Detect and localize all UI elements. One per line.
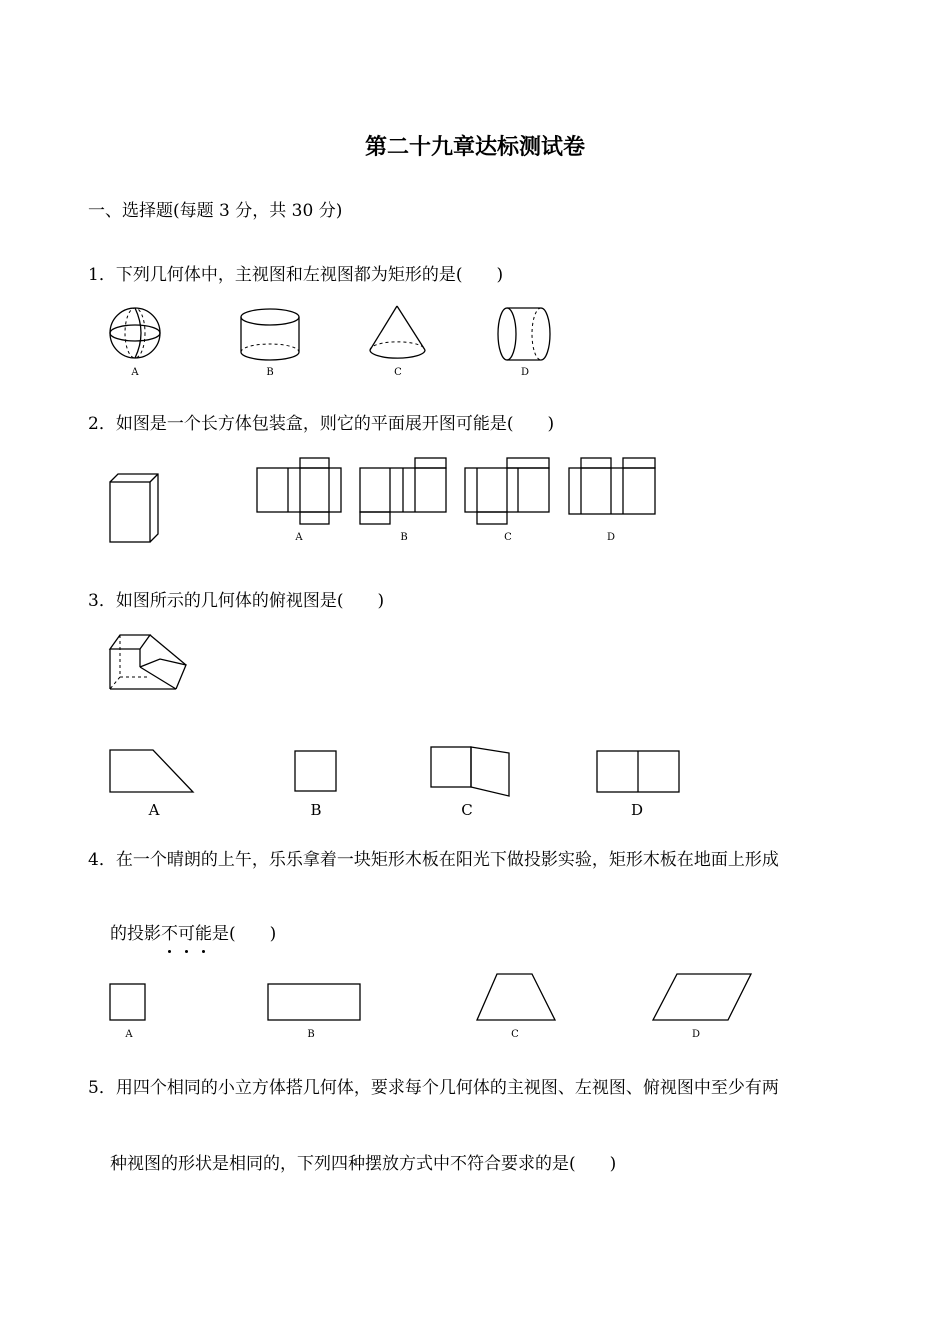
trapezoid-shadow	[477, 974, 555, 1020]
net-c	[465, 458, 549, 524]
q1-figures	[100, 300, 570, 370]
q1-option-d: D	[520, 367, 530, 378]
sphere-figure	[110, 308, 160, 358]
q2-option-b: B	[400, 532, 408, 543]
square-option	[295, 751, 336, 791]
q4-text-post: 是( )	[212, 924, 277, 944]
q1-option-c: C	[394, 367, 402, 378]
q3-solid-figure	[100, 625, 200, 695]
q3-option-a: A	[148, 801, 160, 819]
q3-option-b: B	[310, 801, 322, 819]
horizontal-cylinder-figure	[498, 308, 550, 360]
folded-option	[431, 747, 509, 796]
emphasis-char-1: 不	[161, 924, 178, 944]
parallelogram-shadow	[653, 974, 751, 1020]
section-heading: 一、选择题(每题 3 分，共 30 分)	[88, 201, 343, 221]
question-2-text: 2．如图是一个长方体包装盒，则它的平面展开图可能是( )	[88, 414, 555, 434]
q4-option-a: A	[125, 1029, 133, 1040]
emphasis-char-2: 可	[178, 924, 195, 944]
q4-option-d: D	[691, 1029, 701, 1040]
question-4-line-2	[110, 923, 276, 945]
question-3-text: 3．如图所示的几何体的俯视图是( )	[88, 591, 385, 611]
rectangle-shadow	[268, 984, 360, 1020]
q4-option-b: B	[307, 1029, 315, 1040]
square-shadow	[110, 984, 145, 1020]
double-square-option	[597, 751, 679, 792]
emphasis-char-3: 能	[195, 924, 212, 944]
q3-option-d: D	[630, 801, 644, 819]
trapezoid-option	[110, 750, 193, 792]
q4-option-c: C	[511, 1029, 519, 1040]
page-title: 第二十九章达标测试卷	[364, 135, 585, 160]
q1-option-a: A	[131, 367, 139, 378]
net-a	[257, 458, 341, 524]
box-figure	[110, 474, 158, 542]
question-5-line-2: 种视图的形状是相同的，下列四种摆放方式中不符合要求的是( )	[110, 1154, 617, 1174]
q2-option-c: C	[504, 532, 512, 543]
question-5-line-1: 5．用四个相同的小立方体搭几何体，要求每个几何体的主视图、左视图、俯视图中至少有两	[88, 1078, 779, 1098]
question-1-text: 1．下列几何体中，主视图和左视图都为矩形的是( )	[88, 265, 504, 285]
net-b	[360, 458, 446, 524]
q4-options	[100, 968, 760, 1028]
net-d	[569, 458, 655, 514]
cylinder-figure	[241, 309, 299, 360]
q1-option-b: B	[266, 367, 274, 378]
q3-option-c: C	[461, 801, 473, 819]
q3-options	[100, 740, 700, 800]
cone-figure	[370, 306, 425, 358]
q2-option-a: A	[295, 532, 303, 543]
q2-option-d: D	[606, 532, 616, 543]
q2-figures	[100, 450, 670, 550]
q4-text-pre: 的投影	[110, 924, 161, 944]
question-4-line-1: 4．在一个晴朗的上午，乐乐拿着一块矩形木板在阳光下做投影实验，矩形木板在地面上形成	[88, 850, 779, 870]
